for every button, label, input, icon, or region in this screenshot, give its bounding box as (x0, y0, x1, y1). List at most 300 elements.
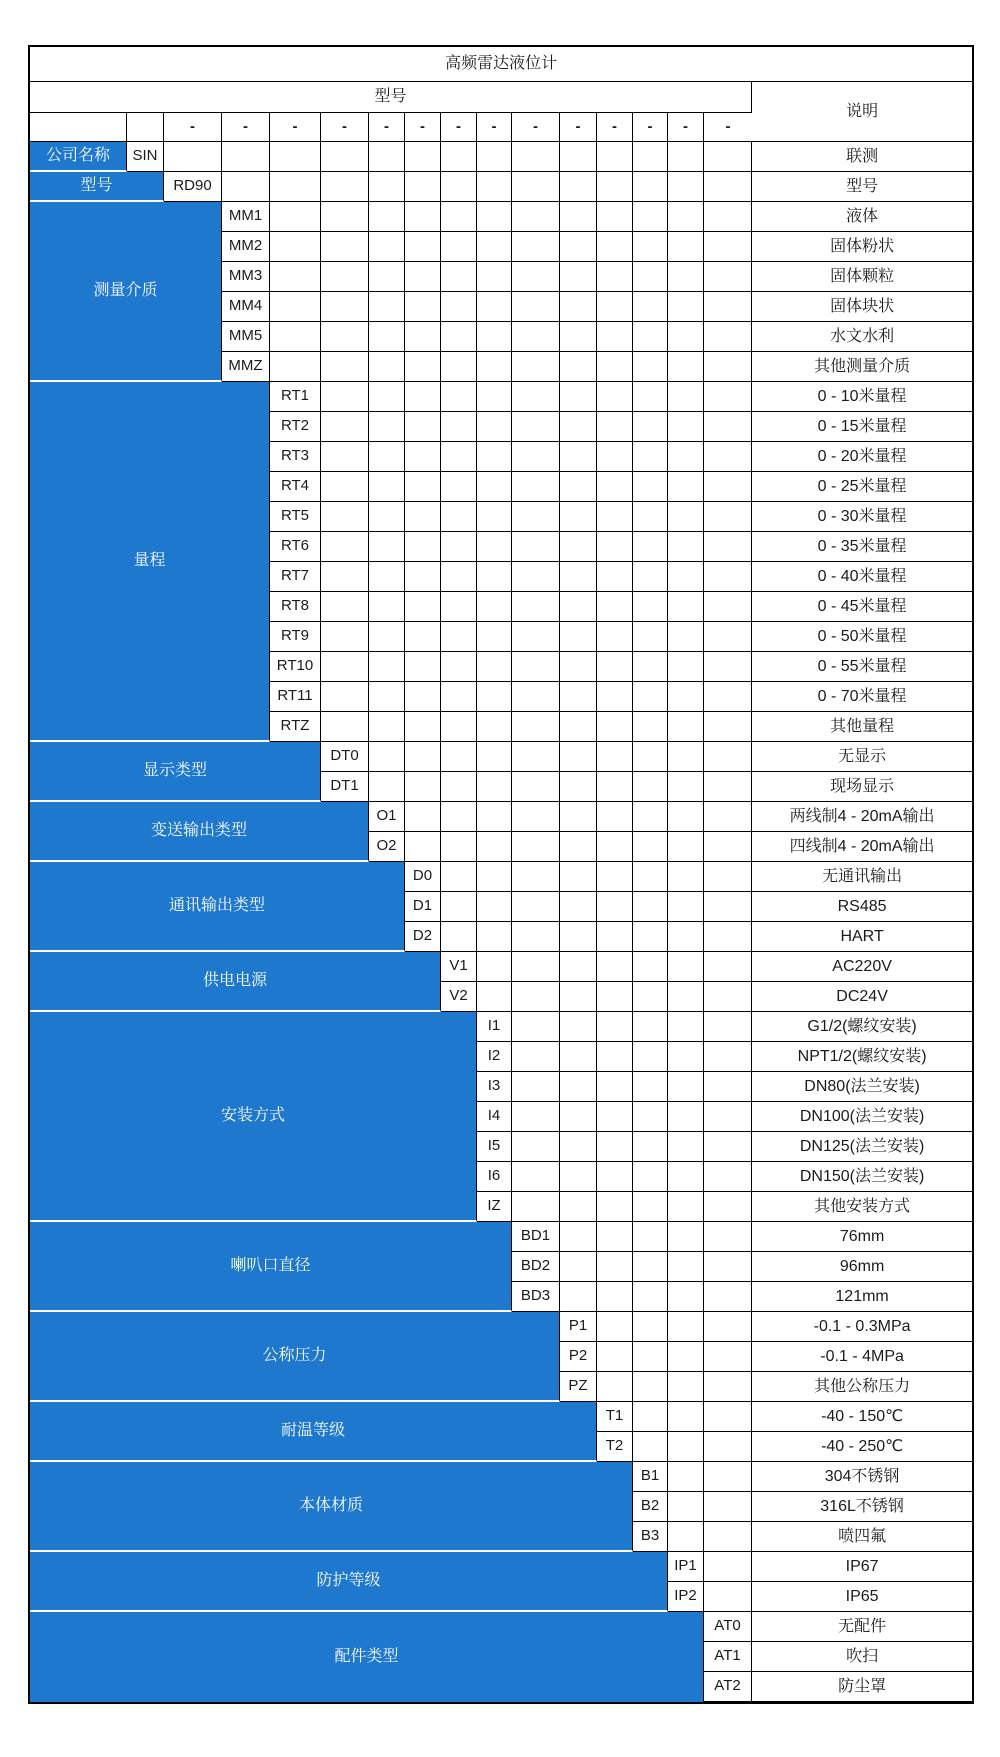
section-label: 显示类型 (30, 742, 321, 802)
grid-cell (597, 802, 633, 832)
grid-cell (512, 142, 560, 172)
description-cell: 96mm (752, 1252, 972, 1282)
grid-cell (633, 562, 668, 592)
grid-cell (321, 412, 369, 442)
grid-cell (369, 292, 405, 322)
section-label: 测量介质 (30, 202, 222, 382)
description-cell: 联测 (752, 142, 972, 172)
grid-cell (597, 682, 633, 712)
description-cell: HART (752, 922, 972, 952)
grid-cell (560, 712, 597, 742)
grid-cell (512, 1102, 560, 1132)
grid-cell (560, 802, 597, 832)
description-cell: 固体颗粒 (752, 262, 972, 292)
description-cell: IP67 (752, 1552, 972, 1582)
grid-cell (704, 262, 752, 292)
dash-spacer-cell (30, 113, 127, 142)
code-cell: I6 (477, 1162, 512, 1192)
grid-cell (704, 472, 752, 502)
description-cell: NPT1/2(螺纹安装) (752, 1042, 972, 1072)
title-row (30, 47, 972, 82)
dash-cell: - (164, 113, 222, 142)
grid-cell (560, 922, 597, 952)
grid-cell (633, 1162, 668, 1192)
description-cell: DN150(法兰安装) (752, 1162, 972, 1192)
grid-cell (597, 472, 633, 502)
grid-cell (369, 232, 405, 262)
code-cell: B2 (633, 1492, 668, 1522)
grid-cell (668, 1522, 704, 1552)
code-cell: RT3 (270, 442, 321, 472)
grid-cell (597, 322, 633, 352)
grid-cell (270, 232, 321, 262)
grid-cell (512, 292, 560, 322)
grid-cell (512, 1042, 560, 1072)
option-row (30, 202, 972, 232)
grid-cell (405, 532, 441, 562)
grid-cell (477, 262, 512, 292)
grid-cell (597, 862, 633, 892)
grid-cell (704, 892, 752, 922)
description-cell: 防尘罩 (752, 1672, 972, 1702)
option-row (30, 1222, 972, 1252)
grid-cell (668, 502, 704, 532)
grid-cell (512, 802, 560, 832)
grid-cell (560, 592, 597, 622)
grid-cell (597, 382, 633, 412)
grid-cell (477, 742, 512, 772)
grid-cell (597, 172, 633, 202)
description-cell: 0 - 20米量程 (752, 442, 972, 472)
code-cell: BD2 (512, 1252, 560, 1282)
code-cell: MMZ (222, 352, 270, 382)
grid-cell (668, 202, 704, 232)
grid-cell (560, 742, 597, 772)
grid-cell (477, 232, 512, 262)
description-cell: 76mm (752, 1222, 972, 1252)
section-label: 安装方式 (30, 1012, 477, 1222)
grid-cell (321, 562, 369, 592)
grid-cell (512, 1012, 560, 1042)
grid-cell (405, 592, 441, 622)
grid-cell (668, 922, 704, 952)
grid-cell (597, 772, 633, 802)
grid-cell (512, 172, 560, 202)
grid-cell (668, 442, 704, 472)
description-cell: 304不锈钢 (752, 1462, 972, 1492)
grid-cell (597, 592, 633, 622)
grid-cell (321, 502, 369, 532)
grid-cell (477, 862, 512, 892)
description-cell: DN80(法兰安装) (752, 1072, 972, 1102)
grid-cell (405, 172, 441, 202)
grid-cell (597, 652, 633, 682)
code-cell: RT1 (270, 382, 321, 412)
grid-cell (704, 1432, 752, 1462)
grid-cell (512, 472, 560, 502)
grid-cell (668, 712, 704, 742)
grid-cell (597, 1222, 633, 1252)
grid-cell (164, 142, 222, 172)
grid-cell (441, 562, 477, 592)
description-cell: 无通讯输出 (752, 862, 972, 892)
grid-cell (321, 382, 369, 412)
code-cell: MM5 (222, 322, 270, 352)
grid-cell (477, 952, 512, 982)
grid-cell (668, 1312, 704, 1342)
grid-cell (369, 742, 405, 772)
grid-cell (512, 352, 560, 382)
grid-cell (477, 322, 512, 352)
option-row (30, 382, 972, 412)
grid-cell (321, 232, 369, 262)
grid-cell (597, 1102, 633, 1132)
grid-cell (560, 1042, 597, 1072)
grid-cell (441, 472, 477, 502)
description-cell: 其他安装方式 (752, 1192, 972, 1222)
grid-cell (512, 322, 560, 352)
code-cell: RTZ (270, 712, 321, 742)
grid-cell (369, 652, 405, 682)
code-cell: B3 (633, 1522, 668, 1552)
grid-cell (405, 202, 441, 232)
grid-cell (405, 142, 441, 172)
grid-cell (270, 322, 321, 352)
grid-cell (405, 742, 441, 772)
grid-cell (321, 142, 369, 172)
grid-cell (512, 892, 560, 922)
model-selection-table (28, 45, 974, 1704)
grid-cell (405, 352, 441, 382)
grid-cell (560, 862, 597, 892)
grid-cell (477, 382, 512, 412)
grid-cell (704, 1522, 752, 1552)
grid-cell (405, 832, 441, 862)
code-cell: RT10 (270, 652, 321, 682)
grid-cell (441, 172, 477, 202)
grid-cell (633, 832, 668, 862)
dash-cell: - (369, 113, 405, 142)
description-cell: 喷四氟 (752, 1522, 972, 1552)
code-cell: DT0 (321, 742, 369, 772)
grid-cell (704, 292, 752, 322)
grid-cell (704, 802, 752, 832)
grid-cell (668, 1072, 704, 1102)
grid-cell (668, 1402, 704, 1432)
grid-cell (270, 352, 321, 382)
grid-cell (704, 1372, 752, 1402)
grid-cell (512, 1072, 560, 1102)
grid-cell (704, 382, 752, 412)
dash-cell: - (405, 113, 441, 142)
code-cell: D2 (405, 922, 441, 952)
grid-cell (668, 172, 704, 202)
grid-cell (560, 202, 597, 232)
grid-cell (668, 1012, 704, 1042)
code-cell: P2 (560, 1342, 597, 1372)
grid-cell (560, 652, 597, 682)
grid-cell (704, 652, 752, 682)
code-cell: DT1 (321, 772, 369, 802)
grid-cell (560, 412, 597, 442)
description-column-header: 说明 (752, 82, 972, 142)
description-cell: 0 - 70米量程 (752, 682, 972, 712)
grid-cell (704, 532, 752, 562)
grid-cell (633, 232, 668, 262)
code-cell: V1 (441, 952, 477, 982)
grid-cell (704, 562, 752, 592)
grid-cell (560, 1132, 597, 1162)
grid-cell (668, 532, 704, 562)
grid-cell (597, 922, 633, 952)
grid-cell (560, 172, 597, 202)
grid-cell (668, 622, 704, 652)
code-cell: I2 (477, 1042, 512, 1072)
grid-cell (668, 1162, 704, 1192)
grid-cell (633, 1282, 668, 1312)
grid-cell (597, 1372, 633, 1402)
grid-cell (633, 802, 668, 832)
grid-cell (597, 1072, 633, 1102)
grid-cell (477, 352, 512, 382)
grid-cell (477, 592, 512, 622)
grid-cell (512, 832, 560, 862)
grid-cell (321, 442, 369, 472)
code-cell: O2 (369, 832, 405, 862)
grid-cell (512, 562, 560, 592)
grid-cell (633, 772, 668, 802)
description-cell: -40 - 150℃ (752, 1402, 972, 1432)
grid-cell (477, 502, 512, 532)
code-cell: RT7 (270, 562, 321, 592)
grid-cell (512, 922, 560, 952)
code-cell: RT11 (270, 682, 321, 712)
grid-cell (668, 1192, 704, 1222)
grid-cell (477, 142, 512, 172)
grid-cell (369, 442, 405, 472)
grid-cell (369, 412, 405, 442)
grid-cell (560, 1282, 597, 1312)
grid-cell (560, 532, 597, 562)
dash-cell: - (321, 113, 369, 142)
grid-cell (270, 172, 321, 202)
description-cell: 0 - 10米量程 (752, 382, 972, 412)
grid-cell (369, 352, 405, 382)
grid-cell (668, 652, 704, 682)
grid-cell (369, 322, 405, 352)
grid-cell (441, 502, 477, 532)
dash-spacer-cell (127, 113, 164, 142)
description-cell: 0 - 35米量程 (752, 532, 972, 562)
grid-cell (560, 832, 597, 862)
grid-cell (668, 322, 704, 352)
grid-cell (704, 202, 752, 232)
grid-cell (405, 412, 441, 442)
grid-cell (597, 1342, 633, 1372)
code-cell: V2 (441, 982, 477, 1012)
grid-cell (633, 202, 668, 232)
grid-cell (668, 1372, 704, 1402)
grid-cell (704, 772, 752, 802)
grid-cell (668, 412, 704, 442)
grid-cell (222, 172, 270, 202)
option-row (30, 862, 972, 892)
description-cell: 121mm (752, 1282, 972, 1312)
grid-cell (512, 862, 560, 892)
grid-cell (633, 1402, 668, 1432)
grid-cell (597, 1132, 633, 1162)
grid-cell (597, 232, 633, 262)
description-cell: G1/2(螺纹安装) (752, 1012, 972, 1042)
grid-cell (270, 262, 321, 292)
grid-cell (597, 952, 633, 982)
grid-cell (597, 892, 633, 922)
grid-cell (512, 502, 560, 532)
description-cell: 0 - 25米量程 (752, 472, 972, 502)
grid-cell (633, 382, 668, 412)
grid-cell (441, 322, 477, 352)
grid-cell (633, 952, 668, 982)
grid-cell (560, 352, 597, 382)
description-cell: 水文水利 (752, 322, 972, 352)
option-row (30, 172, 972, 202)
section-label: 通讯输出类型 (30, 862, 405, 952)
grid-cell (597, 412, 633, 442)
grid-cell (633, 532, 668, 562)
grid-cell (668, 1462, 704, 1492)
description-cell: 固体粉状 (752, 232, 972, 262)
description-cell: 液体 (752, 202, 972, 232)
grid-cell (560, 622, 597, 652)
grid-cell (405, 292, 441, 322)
grid-cell (633, 1372, 668, 1402)
grid-cell (633, 142, 668, 172)
grid-cell (512, 952, 560, 982)
grid-cell (441, 682, 477, 712)
grid-cell (704, 1582, 752, 1612)
grid-cell (633, 1132, 668, 1162)
grid-cell (405, 652, 441, 682)
grid-cell (369, 202, 405, 232)
code-cell: RD90 (164, 172, 222, 202)
code-cell: T1 (597, 1402, 633, 1432)
grid-cell (597, 142, 633, 172)
grid-cell (321, 472, 369, 502)
grid-cell (668, 382, 704, 412)
grid-cell (704, 712, 752, 742)
description-cell: -0.1 - 0.3MPa (752, 1312, 972, 1342)
dash-cell: - (270, 113, 321, 142)
grid-cell (633, 472, 668, 502)
grid-cell (441, 352, 477, 382)
grid-cell (477, 982, 512, 1012)
grid-cell (704, 1192, 752, 1222)
grid-cell (321, 712, 369, 742)
code-cell: MM3 (222, 262, 270, 292)
description-cell: 现场显示 (752, 772, 972, 802)
grid-cell (668, 592, 704, 622)
grid-cell (704, 142, 752, 172)
grid-cell (441, 412, 477, 442)
grid-cell (477, 832, 512, 862)
code-cell: T2 (597, 1432, 633, 1462)
code-cell: RT4 (270, 472, 321, 502)
grid-cell (668, 682, 704, 712)
description-cell: 固体块状 (752, 292, 972, 322)
grid-cell (668, 472, 704, 502)
grid-cell (512, 442, 560, 472)
grid-cell (668, 1102, 704, 1132)
grid-cell (405, 382, 441, 412)
dash-cell: - (597, 113, 633, 142)
grid-cell (597, 292, 633, 322)
grid-cell (597, 502, 633, 532)
grid-cell (560, 1222, 597, 1252)
grid-cell (405, 322, 441, 352)
grid-cell (512, 262, 560, 292)
grid-cell (477, 562, 512, 592)
grid-cell (597, 442, 633, 472)
grid-cell (405, 772, 441, 802)
grid-cell (668, 952, 704, 982)
section-label: 公司名称 (30, 142, 127, 172)
code-cell: B1 (633, 1462, 668, 1492)
code-cell: AT2 (704, 1672, 752, 1702)
grid-cell (441, 892, 477, 922)
grid-cell (405, 442, 441, 472)
code-cell: P1 (560, 1312, 597, 1342)
dash-cell: - (222, 113, 270, 142)
grid-cell (597, 262, 633, 292)
grid-cell (704, 352, 752, 382)
grid-cell (477, 622, 512, 652)
grid-cell (405, 562, 441, 592)
description-cell: 0 - 40米量程 (752, 562, 972, 592)
grid-cell (560, 682, 597, 712)
grid-cell (597, 1312, 633, 1342)
code-cell: O1 (369, 802, 405, 832)
grid-cell (222, 142, 270, 172)
grid-cell (512, 682, 560, 712)
grid-cell (704, 1072, 752, 1102)
grid-cell (704, 442, 752, 472)
grid-cell (441, 202, 477, 232)
description-cell: 无配件 (752, 1612, 972, 1642)
section-label: 喇叭口直径 (30, 1222, 512, 1312)
code-cell: I4 (477, 1102, 512, 1132)
grid-cell (512, 382, 560, 412)
code-cell: I5 (477, 1132, 512, 1162)
description-cell: 0 - 55米量程 (752, 652, 972, 682)
grid-cell (560, 1012, 597, 1042)
grid-cell (668, 292, 704, 322)
grid-cell (597, 1012, 633, 1042)
section-label: 防护等级 (30, 1552, 668, 1612)
grid-cell (560, 982, 597, 1012)
grid-cell (668, 1432, 704, 1462)
grid-cell (441, 862, 477, 892)
grid-cell (668, 262, 704, 292)
grid-cell (668, 892, 704, 922)
grid-cell (477, 412, 512, 442)
grid-cell (321, 322, 369, 352)
grid-cell (668, 1342, 704, 1372)
grid-cell (512, 532, 560, 562)
grid-cell (633, 1432, 668, 1462)
grid-cell (512, 1132, 560, 1162)
description-cell: DN100(法兰安装) (752, 1102, 972, 1132)
grid-cell (477, 892, 512, 922)
